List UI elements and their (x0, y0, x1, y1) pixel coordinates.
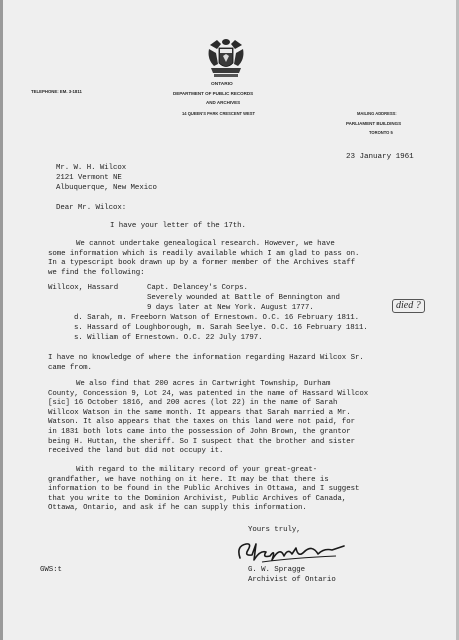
record-child-william: s. William of Ernestown. O.C. 22 July 1797. (74, 334, 263, 342)
paragraph-line: grandfather, we have nothing on it here. It may be that there is (48, 475, 329, 484)
paragraph-line: [sic] 16 October 1816, and 200 acres (lot 22) in the name of Sarah (48, 399, 338, 408)
telephone-number: TELEPHONE: EM. 3-1811 (31, 89, 82, 94)
paragraph-line: We also find that 200 acres in Cartwright Township, Durham (76, 380, 331, 388)
paragraph-line: came from. (48, 363, 92, 372)
paragraph-line: County, Concession 9, Lot 24, was patented in the name of Hassard Willcox (48, 389, 369, 398)
mailing-address-label: MAILING ADDRESS: (357, 111, 397, 116)
letter-date: 23 January 1961 (346, 153, 414, 161)
paragraph-5 (48, 466, 359, 514)
department-name-line2: AND ARCHIVES (206, 100, 241, 105)
paragraph-2 (48, 240, 359, 278)
province-name: ONTARIO (211, 82, 233, 87)
paragraph-line: With regard to the military record of your great-great- (76, 466, 318, 474)
paragraph-line: that you write to the Dominion Archivist, Public Archives of Canada, (48, 494, 347, 503)
paragraph-4 (48, 380, 368, 457)
recipient-street: 2121 Vermont NE (56, 174, 122, 182)
paragraph-line: Watson. It also appears that the taxes on this land were not paid, for (48, 418, 355, 427)
handwritten-signature (232, 536, 352, 566)
record-name: Willcox, Hassard (48, 284, 119, 292)
paragraph-line: in 1831 both lots came into the possession of John Brown, the grantor (48, 427, 351, 436)
department-address: 14 QUEEN'S PARK CRESCENT WEST (182, 111, 256, 116)
record-detail-2: Severely wounded at Battle of Bennington and (147, 294, 340, 302)
record-detail-1: Capt. Delancey's Corps. (147, 284, 248, 292)
paragraph-line: In a typescript book drawn up by a former member of the Archives staff (48, 259, 355, 268)
record-child-hassard: s. Hassard of Loughborough, m. Sarah Seelye. O.C. 16 February 1811. (74, 324, 368, 332)
recipient-city: Albuquerque, New Mexico (56, 184, 157, 192)
paragraph-1: I have your letter of the 17th. (110, 222, 246, 230)
recipient-name: Mr. W. H. Wilcox (56, 164, 127, 172)
paragraph-line: some information which is readily available which I am glad to pass on. (48, 249, 360, 258)
ontario-coat-of-arms-icon (205, 37, 247, 79)
paragraph-line: Ottawa, Ontario, and ask if he can supply this information. (48, 504, 307, 513)
handwritten-note: died ? (392, 299, 425, 313)
paragraph-line: received the land but did not occupy it. (48, 447, 224, 456)
department-name-line1: DEPARTMENT OF PUBLIC RECORDS (173, 91, 254, 96)
record-child-sarah: d. Sarah, m. Freeborn Watson of Ernestown. O.C. 16 February 1811. (74, 314, 360, 322)
paragraph-line: Willcox Watson in the same month. It appears that Sarah married a Mr. (48, 408, 351, 417)
paragraph-3 (48, 354, 364, 373)
record-detail-3: 9 days later at New York. August 1777. (147, 304, 314, 312)
paragraph-line: we find the following: (48, 268, 145, 277)
paragraph-line: I have no knowledge of where the information regarding Hazard Wilcox Sr. (48, 354, 364, 362)
valediction: Yours truly, (248, 526, 301, 534)
salutation: Dear Mr. Wilcox: (56, 204, 127, 212)
signer-name: G. W. Spragge (248, 566, 306, 574)
paragraph-line: We cannot undertake genealogical research. However, we have (76, 240, 335, 248)
signer-title: Archivist of Ontario (248, 576, 336, 584)
mailing-address-line2: TORONTO 5 (369, 130, 393, 135)
mailing-address-line1: PARLIAMENT BUILDINGS (346, 121, 402, 126)
paragraph-line: being H. Huttan, the sheriff. So I suspect that the brother and sister (48, 437, 355, 446)
paragraph-line: information to be found in the Public Archives in Ottawa, and I suggest (48, 485, 360, 494)
typist-initials: GWS:t (40, 566, 62, 574)
